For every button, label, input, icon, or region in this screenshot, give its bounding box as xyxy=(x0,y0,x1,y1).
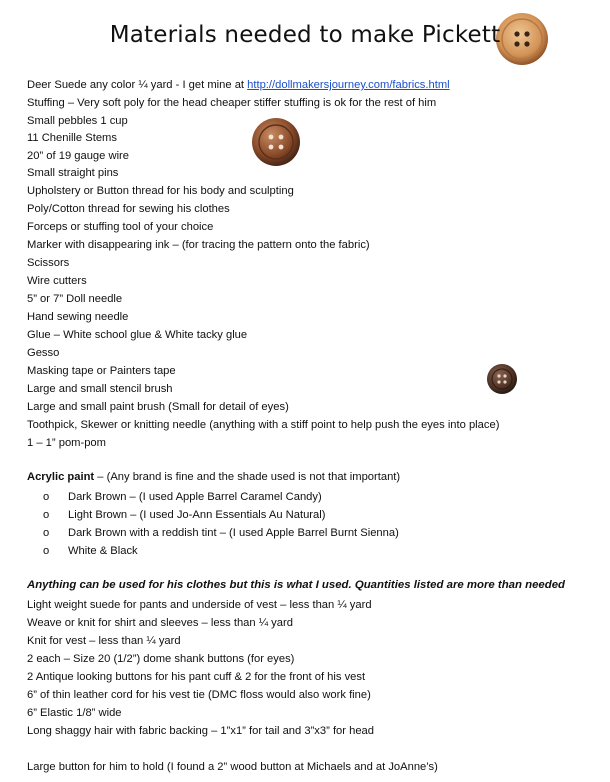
paint-label: Acrylic paint xyxy=(27,471,95,483)
page-title: Materials needed to make Pickett xyxy=(109,22,501,48)
paint-name: Light Brown – xyxy=(68,509,137,521)
list-item: Small pebbles 1 cup xyxy=(27,115,128,127)
list-item: Gesso xyxy=(27,347,60,359)
fabrics-link[interactable]: http://dollmakersjourney.com/fabrics.html xyxy=(247,79,450,91)
list-item: 11 Chenille Stems xyxy=(27,132,117,144)
list-item: Stuffing – Very soft poly for the head cheaper stiffer stuffing is ok for the rest of him xyxy=(27,97,437,109)
list-item: Large and small paint brush (Small for detail of eyes) xyxy=(27,401,289,413)
bullet-icon: o xyxy=(43,491,50,503)
list-item: 20” of 19 gauge wire xyxy=(27,150,129,162)
list-item: Forceps or stuffing tool of your choice xyxy=(27,221,214,233)
list-item: 2 Antique looking buttons for his pant cuff & 2 for the front of his vest xyxy=(27,671,366,683)
list-item: Scissors xyxy=(27,257,70,269)
list-item xyxy=(68,544,138,558)
list-item: 6” Elastic 1/8” wide xyxy=(27,707,122,719)
list-item: Hand sewing needle xyxy=(27,311,129,323)
list-item: Toothpick, Skewer or knitting needle (anything with a stiff point to help push the eyes into place) xyxy=(27,419,500,431)
brown-button-icon xyxy=(251,117,301,167)
list-item: Light weight suede for pants and underside of vest – less than ¼ yard xyxy=(27,599,372,611)
list-item xyxy=(68,490,322,504)
list-item: Large button for him to hold (I found a 2” wood button at Michaels and at JoAnne’s) xyxy=(27,761,438,773)
list-item: Long shaggy hair with fabric backing – 1”x1” for tail and 3”x3” for head xyxy=(27,725,375,737)
list-item xyxy=(27,78,450,92)
paint-name: Dark Brown – xyxy=(68,491,136,503)
list-item xyxy=(68,508,325,522)
list-item xyxy=(68,526,399,540)
list-item: Poly/Cotton thread for sewing his clothes xyxy=(27,203,230,215)
bullet-icon: o xyxy=(43,509,50,521)
list-item: Large and small stencil brush xyxy=(27,383,173,395)
list-item: Glue – White school glue & White tacky glue xyxy=(27,329,248,341)
list-item: Weave or knit for shirt and sleeves – less than ¼ yard xyxy=(27,617,293,629)
paint-detail: (I used Apple Barrel Caramel Candy) xyxy=(135,491,322,503)
list-item: Small straight pins xyxy=(27,167,119,179)
paint-heading xyxy=(27,470,400,484)
list-item: Knit for vest – less than ¼ yard xyxy=(27,635,181,647)
clothes-heading: Anything can be used for his clothes but this is what I used. Quantities listed are more than needed xyxy=(27,579,565,591)
supply-text: Deer Suede any color ¼ yard - I get mine at xyxy=(27,79,248,91)
bullet-icon: o xyxy=(43,527,50,539)
paint-detail: Dark Brown with a reddish tint – (I used Apple Barrel Burnt Sienna) xyxy=(68,527,399,539)
list-item: Marker with disappearing ink – (for tracing the pattern onto the fabric) xyxy=(27,239,370,251)
list-item: 2 each – Size 20 (1/2”) dome shank buttons (for eyes) xyxy=(27,653,295,665)
list-item: 1 – 1” pom-pom xyxy=(27,437,106,449)
bullet-icon: o xyxy=(43,545,50,557)
small-dark-button-icon xyxy=(486,363,518,395)
paint-note: – (Any brand is fine and the shade used is not that important) xyxy=(94,471,401,483)
paint-detail: (I used Jo-Ann Essentials Au Natural) xyxy=(136,509,326,521)
list-item: Upholstery or Button thread for his body and sculpting xyxy=(27,185,294,197)
list-item: Masking tape or Painters tape xyxy=(27,365,176,377)
list-item: 6” of thin leather cord for his vest tie (DMC floss would also work fine) xyxy=(27,689,371,701)
list-item: Wire cutters xyxy=(27,275,87,287)
list-item: 5” or 7” Doll needle xyxy=(27,293,123,305)
paint-detail: White & Black xyxy=(68,545,138,557)
